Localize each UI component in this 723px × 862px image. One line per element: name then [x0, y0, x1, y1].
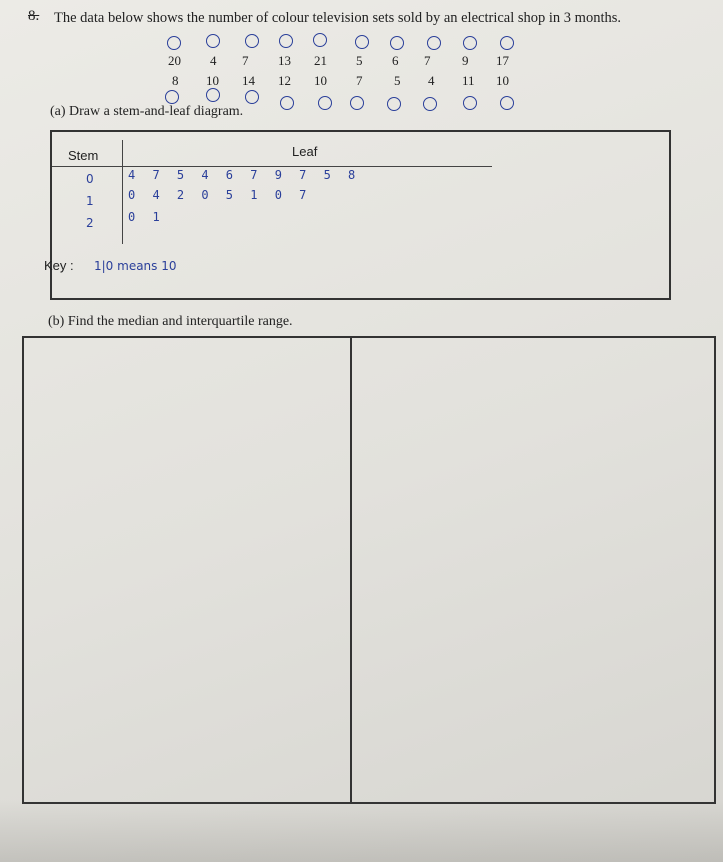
- ordering-mark: [463, 96, 477, 110]
- question-text: The data below shows the number of colour television sets sold by an electrical shop in 3 months.: [54, 10, 621, 26]
- part-b-label: (b) Find the median and interquartile range.: [48, 314, 293, 329]
- data-value: 13: [278, 53, 291, 68]
- ordering-mark: [390, 36, 404, 50]
- data-value: 7: [242, 53, 249, 68]
- ordering-mark: [280, 96, 294, 110]
- ordering-mark: [245, 90, 259, 104]
- ordering-mark: [500, 96, 514, 110]
- ordering-mark: [350, 96, 364, 110]
- key-label: Key :: [44, 258, 74, 273]
- data-value: 9: [462, 53, 469, 68]
- leaf-values: 0 4 2 0 5 1 0 7: [128, 188, 312, 202]
- stem-value: 2: [86, 216, 94, 230]
- working-box: [22, 336, 716, 804]
- ordering-mark: [387, 97, 401, 111]
- data-value: 5: [394, 73, 401, 88]
- ordering-mark: [165, 90, 179, 104]
- working-divider: [350, 338, 352, 802]
- data-value: 4: [428, 73, 435, 88]
- data-value: 6: [392, 53, 399, 68]
- ordering-mark: [463, 36, 477, 50]
- stem-value: 1: [86, 194, 94, 208]
- data-value: 10: [314, 73, 327, 88]
- ordering-mark: [313, 33, 327, 47]
- data-value: 7: [424, 53, 431, 68]
- data-value: 10: [206, 73, 219, 88]
- ordering-mark: [206, 34, 220, 48]
- data-value: 20: [168, 53, 181, 68]
- stem-header: Stem: [68, 148, 99, 163]
- ordering-mark: [423, 97, 437, 111]
- stem-leaf-box: [44, 130, 671, 300]
- leaf-values: 4 7 5 4 6 7 9 7 5 8: [128, 168, 361, 182]
- ordering-mark: [245, 34, 259, 48]
- data-value: 5: [356, 53, 363, 68]
- key-value: 1|0 means 10: [94, 259, 177, 273]
- data-value: 12: [278, 73, 291, 88]
- ordering-mark: [279, 34, 293, 48]
- data-value: 11: [462, 73, 475, 88]
- leaf-values: 0 1: [128, 210, 165, 224]
- data-row-2: [150, 73, 530, 89]
- data-value: 17: [496, 53, 509, 68]
- ordering-mark: [427, 36, 441, 50]
- data-value: 14: [242, 73, 255, 88]
- data-value: 21: [314, 53, 327, 68]
- stem-divider: [122, 140, 123, 244]
- ordering-mark: [167, 36, 181, 50]
- data-value: 4: [210, 53, 217, 68]
- data-value: 7: [356, 73, 363, 88]
- ordering-mark: [500, 36, 514, 50]
- header-rule: [52, 166, 492, 167]
- data-row-1: [150, 53, 530, 69]
- leaf-header: Leaf: [292, 144, 318, 159]
- page-shadow: [0, 800, 723, 862]
- data-value: 10: [496, 73, 509, 88]
- ordering-mark: [206, 88, 220, 102]
- part-a-label: (a) Draw a stem-and-leaf diagram.: [50, 104, 244, 119]
- ordering-mark: [355, 35, 369, 49]
- question-number: 8.: [28, 8, 40, 24]
- stem-value: 0: [86, 172, 94, 186]
- ordering-mark: [318, 96, 332, 110]
- data-value: 8: [172, 73, 179, 88]
